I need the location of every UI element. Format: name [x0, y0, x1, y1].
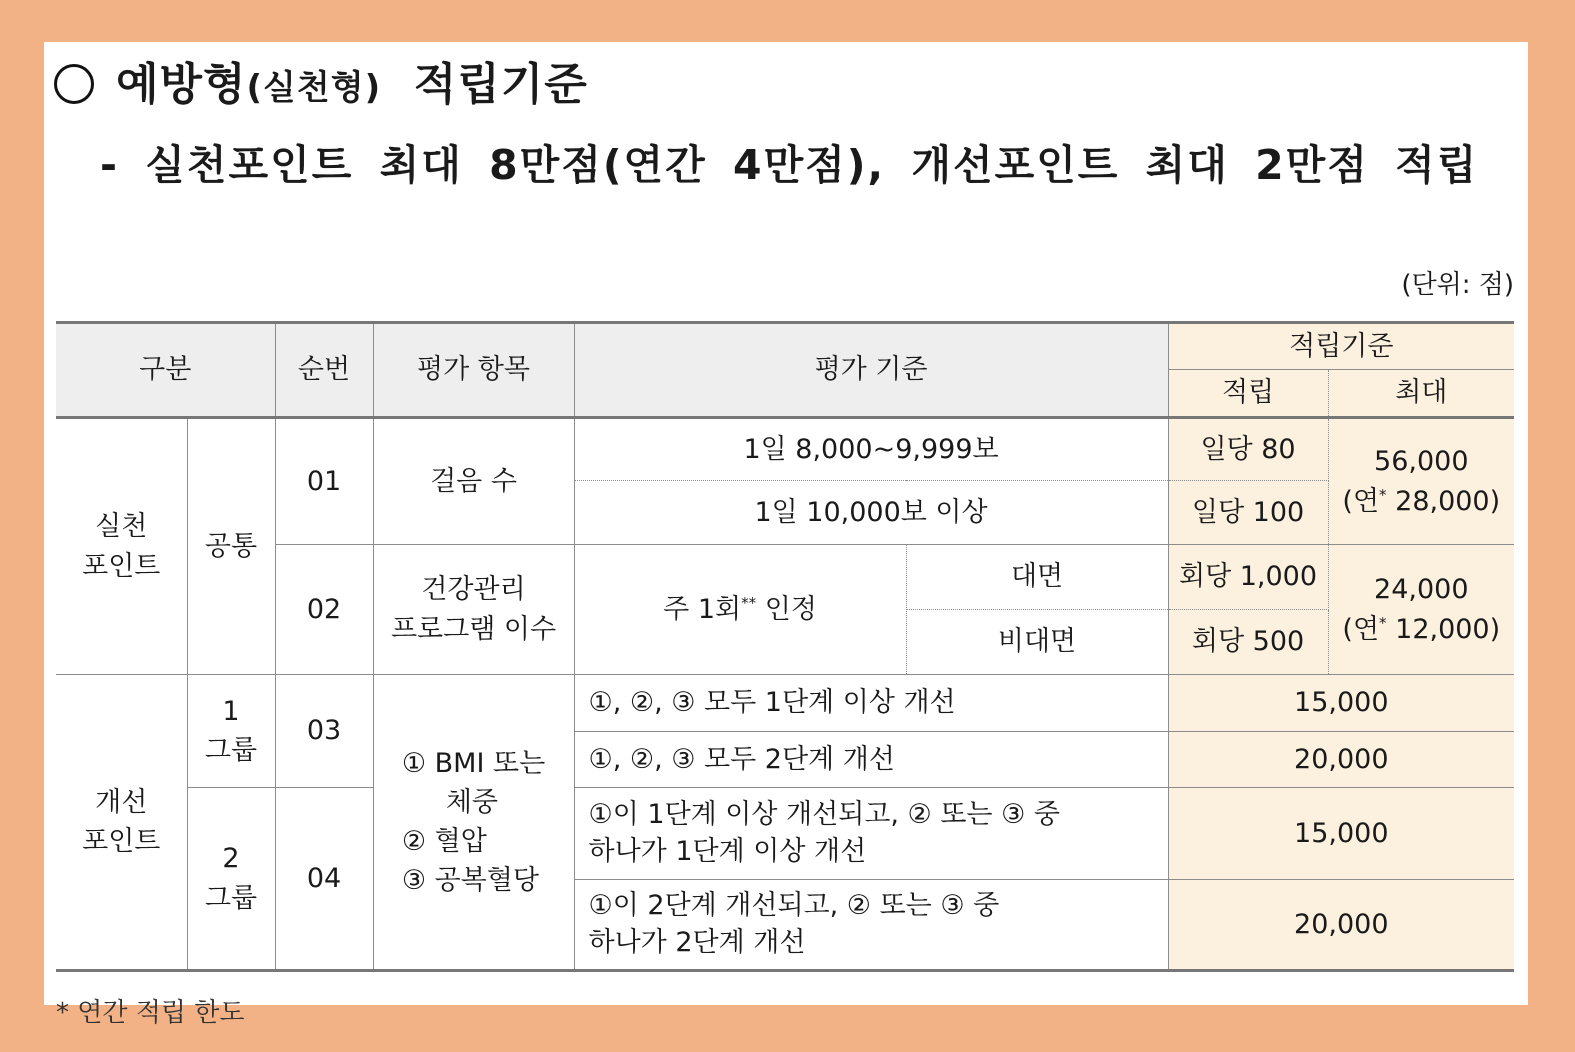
row-number-02: 02	[275, 545, 373, 675]
item-fasting-glucose: ③ 공복혈당	[401, 865, 539, 897]
criteria-table	[56, 321, 1514, 972]
mode-remote: 비대면	[906, 610, 1168, 675]
criteria-program: 주 1회** 인정	[574, 545, 906, 675]
improve-label-line2: 포인트	[82, 826, 161, 857]
header-criteria: 평가 기준	[574, 323, 1168, 418]
max-steps-line2: (연* 28,000)	[1342, 485, 1501, 517]
header-accrue: 적립	[1168, 370, 1328, 418]
unit-label: (단위: 점)	[1401, 270, 1514, 300]
improve-criteria-4: ①이 2단계 개선되고, ② 또는 ③ 중 하나가 2단계 개선	[574, 880, 1168, 971]
item-program	[373, 545, 574, 675]
improve-points-1: 15,000	[1168, 675, 1514, 732]
item-bmi: ① BMI 또는	[401, 747, 546, 779]
group-2-label: 2 그룹	[187, 788, 275, 971]
document-page	[44, 42, 1528, 1028]
max-steps	[1328, 418, 1514, 545]
improve-points-label	[56, 675, 187, 971]
max-steps-line1: 56,000	[1374, 446, 1469, 478]
accrue-steps-a: 일당 80	[1168, 418, 1328, 481]
max-program	[1328, 545, 1514, 675]
common-label: 공통	[187, 418, 275, 675]
practice-label-line2: 포인트	[82, 550, 161, 582]
item-program-line2: 프로그램 이수	[390, 613, 557, 645]
header-accrual: 적립기준	[1168, 323, 1514, 370]
footnote: * 연간 적립 한도	[56, 998, 245, 1028]
header-max: 최대	[1328, 370, 1514, 418]
accrue-remote: 회당 500	[1168, 610, 1328, 675]
item-program-line1: 건강관리	[421, 574, 526, 606]
improve-points-4: 20,000	[1168, 880, 1514, 971]
improve-criteria-2: ①, ②, ③ 모두 2단계 개선	[574, 732, 1168, 788]
header-number: 순번	[275, 323, 373, 418]
improve-points-3: 15,000	[1168, 788, 1514, 880]
circle-bullet-icon	[54, 64, 94, 104]
accrue-in-person: 회당 1,000	[1168, 545, 1328, 610]
row-number-04: 04	[275, 788, 373, 971]
item-weight: 체중	[445, 786, 499, 818]
criteria-steps-a: 1일 8,000~9,999보	[574, 418, 1168, 481]
subtitle: - 실천포인트 최대 8만점(연간 4만점), 개선포인트 최대 2만점 적립	[100, 141, 1479, 189]
practice-label-line1: 실천	[95, 511, 148, 543]
title-paren: (실천형)	[246, 68, 382, 108]
practice-points-label	[56, 418, 187, 675]
mode-in-person: 대면	[906, 545, 1168, 610]
row-number-03: 03	[275, 675, 373, 788]
accrue-steps-b: 일당 100	[1168, 481, 1328, 545]
improve-label-line1: 개선	[95, 786, 148, 818]
item-steps: 걸음 수	[373, 418, 574, 545]
item-blood-pressure: ② 혈압	[401, 826, 487, 857]
max-program-line1: 24,000	[1374, 574, 1469, 606]
improve-criteria-3: ①이 1단계 이상 개선되고, ② 또는 ③ 중 하나가 1단계 이상 개선	[574, 788, 1168, 880]
header-item: 평가 항목	[373, 323, 574, 418]
section-title	[54, 48, 588, 112]
improve-points-2: 20,000	[1168, 732, 1514, 788]
criteria-steps-b: 1일 10,000보 이상	[574, 481, 1168, 545]
row-number-01: 01	[275, 418, 373, 545]
group-1-label: 1 그룹	[187, 675, 275, 788]
max-program-line2: (연* 12,000)	[1342, 613, 1501, 645]
title-main: 예방형	[116, 59, 247, 110]
title-suffix: 적립기준	[413, 59, 588, 110]
header-category: 구분	[56, 323, 275, 418]
improve-criteria-1: ①, ②, ③ 모두 1단계 이상 개선	[574, 675, 1168, 732]
improve-items	[373, 675, 574, 971]
